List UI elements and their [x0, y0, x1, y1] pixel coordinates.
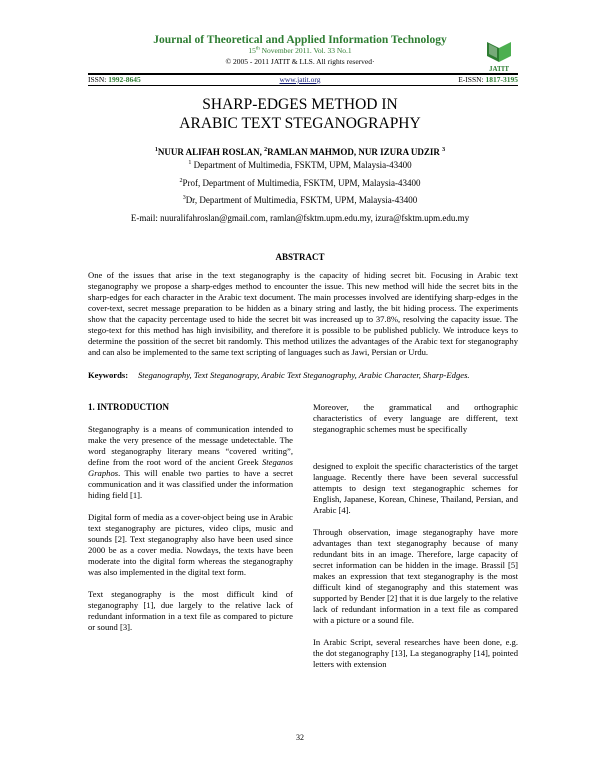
- jatit-logo: [479, 38, 519, 74]
- copyright-notice: © 2005 - 2011 JATIT & LLS. All rights reserved·: [225, 57, 375, 66]
- keywords-text: Steganography, Text Steganograpy, Arabic Text Steganography, Arabic Character, Sharp-Edges.: [138, 370, 470, 380]
- right-paragraph-3: In Arabic Script, several researches have been done, e.g. the dot steganography [13], La steganography [14], pointed letters with extension: [313, 637, 518, 669]
- journal-title: Journal of Theoretical and Applied Information Technology: [153, 34, 447, 46]
- right-paragraph-0: Moreover, the grammatical and orthographic characteristics of every language are different, text steganographic schemes must be specifically: [313, 402, 518, 434]
- paper-title: SHARP-EDGES METHOD IN ARABIC TEXT STEGANOGRAPHY: [179, 96, 421, 132]
- right-column: [313, 402, 518, 670]
- keywords: [88, 370, 518, 381]
- header-rule-bottom: [88, 85, 518, 86]
- intro-paragraph-3: Text steganography is the most difficult kind of steganography [1], due largely to the relative lack of redundant information in a text file as compared to picture or sound [3].: [88, 589, 293, 632]
- affiliation-1: $^1$ Department of Multimedia, FSKTM, UPM, Malaysia-43400: [188, 160, 412, 170]
- keywords-label: Keywords:: [88, 370, 129, 380]
- affiliation-3: $^3$Dr, Department of Multimedia, FSKTM, UPM, Malaysia-43400: [182, 195, 418, 205]
- affiliation-2: $^2$Prof, Department of Multimedia, FSKTM, UPM, Malaysia-43400: [179, 178, 421, 188]
- author-emails: E-mail: nuuralifahroslan@gmail.com, ramlan@fsktm.upm.edu.my, izura@fsktm.upm.edu.my: [130, 213, 470, 223]
- right-paragraph-2: Through observation, image steganography have more advantages than text steganography because of many redundant bits in an image. Therefore, large capacity of secret information can be hidden in the image. Brassil [5] makes an expression that text steganography is the most difficult kind of steganography and this statement was supported by Bender [2] that it is due largely to the relative lack of redundant information in a text file as compared with a picture or a sound file.: [313, 527, 518, 625]
- page-number: 32: [296, 733, 304, 742]
- intro-paragraph-2: Digital form of media as a cover-object being use in Arabic text steganography are pictures, video clips, music and sounds [2]. Text steganography also have been used since 2000 be as a cover media. Nowdays, the texts have been moderate into the digital form whereas the steganography was also implemented in the digital text form.: [88, 512, 293, 577]
- logo-text: JATIT: [488, 65, 510, 73]
- issn: ISSN: 1992-8645: [88, 75, 141, 84]
- abstract-text: One of the issues that arise in the text steganography is the capacity of hiding secret bit. Focusing in Arabic text steganography we propose a sharp-edges method to encounter the issue. This new method will hide the secret bits in the sharp-edges for each character in the Arabic text document. The main processes involved are identifying sharp-edges in the cover-text, secret message preparation to be hidden as a binary string and lastly, the bit hiding process. The experiments show that the capacity percentage used to hide the secret bit was increased up to 37.8%, resolving the capacity issue. The stego-text for this method has high invisibility, and therefore it is possible to be published publicly. We introduce keys to determine the possition of the secret bit randomly. This method utilizes the advantages of the Arabic text for steganography and can also be implemented to the same text scripting of languages such as Jawi, Persian or Urdu.: [88, 270, 518, 357]
- authors: $^1$NUUR ALIFAH ROSLAN, $^2$RAMLAN MAHMOD, NUR IZURA UDZIR $^3$: [154, 147, 446, 157]
- abstract-heading: ABSTRACT: [275, 252, 325, 262]
- intro-paragraph-1: Steganography is a means of communication intended to make the very presence of the message undetectable. The word steganography literary means “covered writing”, define from the root word of the ancient Greek Steganos Graphos. This will enable two parties to have a secret communication and it was classified under the information hiding field [1].: [88, 424, 293, 500]
- website-link[interactable]: www.jatit.org: [279, 75, 321, 84]
- section-heading-introduction: 1. INTRODUCTION: [88, 402, 170, 412]
- eissn: E-ISSN: 1817-3195: [458, 75, 518, 84]
- right-paragraph-1: designed to exploit the specific characteristics of the target language. Recently there have been several successful attempts to design text steganographic schemes for English, Japanese, Korean, Chinese, Thailand, Persian, and Arabic [4].: [313, 461, 518, 515]
- journal-issue-date: 15th November 2011. Vol. 33 No.1: [248, 46, 352, 55]
- left-column: [88, 402, 293, 633]
